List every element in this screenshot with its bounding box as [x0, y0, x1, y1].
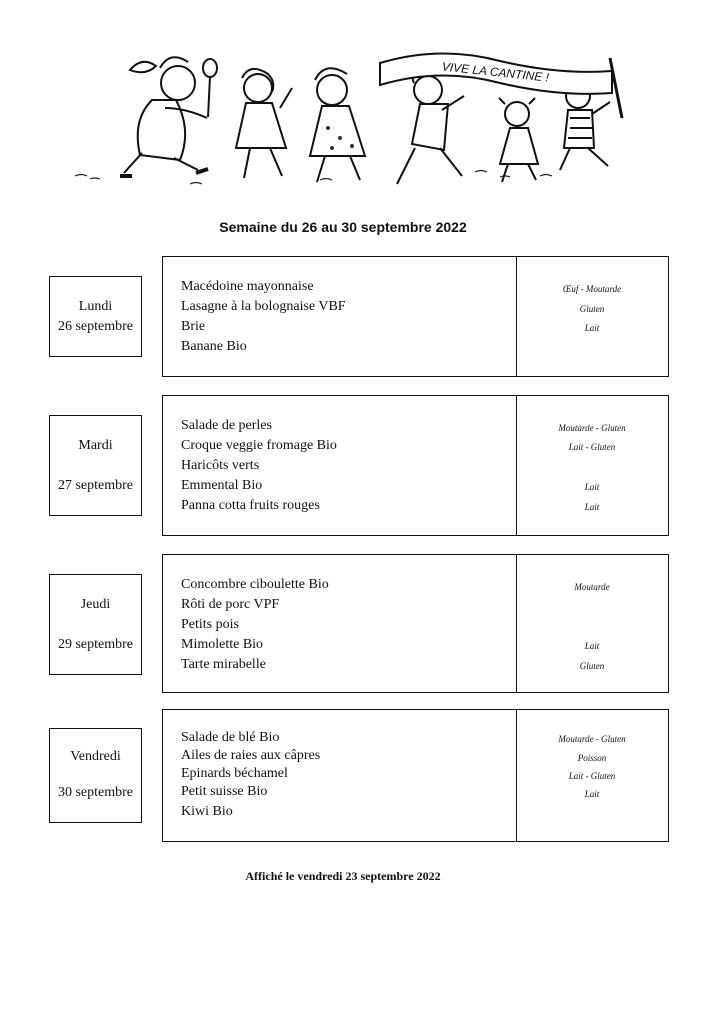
banner-illustration	[70, 48, 640, 198]
day-date: 26 septembre	[57, 319, 134, 334]
allergen: Lait	[584, 482, 600, 492]
day-name: Jeudi	[80, 597, 111, 612]
day-box-vendredi	[49, 728, 142, 823]
allergen: Œuf - Moutarde	[562, 284, 622, 294]
dish: Petit suisse Bio	[181, 784, 268, 799]
dish: Banane Bio	[181, 339, 247, 354]
allergen: Gluten	[579, 661, 605, 671]
allergen: Moutarde	[574, 582, 610, 592]
menu-box-vendredi	[162, 709, 669, 842]
day-box-jeudi	[49, 574, 142, 675]
dish: Panna cotta fruits rouges	[181, 498, 320, 513]
column-divider	[516, 396, 517, 535]
allergen: Lait - Gluten	[568, 771, 616, 781]
cook-figure	[120, 57, 217, 176]
column-divider	[516, 555, 517, 692]
dish: Tarte mirabelle	[181, 657, 266, 672]
banner-text: VIVE LA CANTINE !	[441, 59, 550, 85]
allergen: Moutarde - Gluten	[558, 423, 626, 433]
dish: Rôti de porc VPF	[181, 597, 280, 612]
dish: Ailes de raies aux câpres	[181, 748, 321, 763]
dish: Concombre ciboulette Bio	[181, 577, 329, 592]
dish: Mimolette Bio	[181, 637, 264, 652]
allergen: Lait	[584, 502, 600, 512]
dish: Salade de perles	[181, 418, 272, 433]
day-name: Lundi	[78, 299, 113, 314]
dish: Emmental Bio	[181, 478, 263, 493]
dish: Haricôts verts	[181, 458, 260, 473]
menu-box-jeudi	[162, 554, 669, 693]
day-date: 29 septembre	[57, 637, 134, 652]
dish: Epinards béchamel	[181, 766, 288, 781]
day-name: Vendredi	[70, 749, 121, 764]
posted-date-footer: Affiché le vendredi 23 septembre 2022	[245, 869, 441, 883]
dish: Kiwi Bio	[181, 804, 233, 819]
allergen: Gluten	[579, 304, 605, 314]
allergen: Lait	[584, 789, 600, 799]
dish: Macédoine mayonnaise	[181, 279, 314, 294]
week-title: Semaine du 26 au 30 septembre 2022	[219, 219, 467, 235]
dish: Croque veggie fromage Bio	[181, 438, 337, 453]
dish: Brie	[181, 319, 206, 334]
menu-box-lundi	[162, 256, 669, 377]
day-box-mardi	[49, 415, 142, 516]
girl-figure-2	[310, 68, 365, 182]
allergen: Lait - Gluten	[568, 442, 616, 452]
day-box-lundi	[49, 276, 142, 357]
dish: Petits pois	[181, 617, 239, 632]
allergen: Moutarde - Gluten	[558, 734, 626, 744]
column-divider	[516, 257, 517, 376]
allergen: Poisson	[577, 753, 607, 763]
allergen: Lait	[584, 323, 600, 333]
day-date: 30 septembre	[57, 785, 134, 800]
menu-box-mardi	[162, 395, 669, 536]
day-name: Mardi	[78, 438, 113, 453]
dish: Lasagne à la bolognaise VBF	[181, 299, 346, 314]
allergen: Lait	[584, 641, 600, 651]
dish: Salade de blé Bio	[181, 730, 280, 745]
woman-figure	[397, 65, 464, 184]
girl-figure-1	[236, 69, 292, 178]
small-girl-figure	[499, 98, 538, 182]
day-date: 27 septembre	[57, 478, 134, 493]
